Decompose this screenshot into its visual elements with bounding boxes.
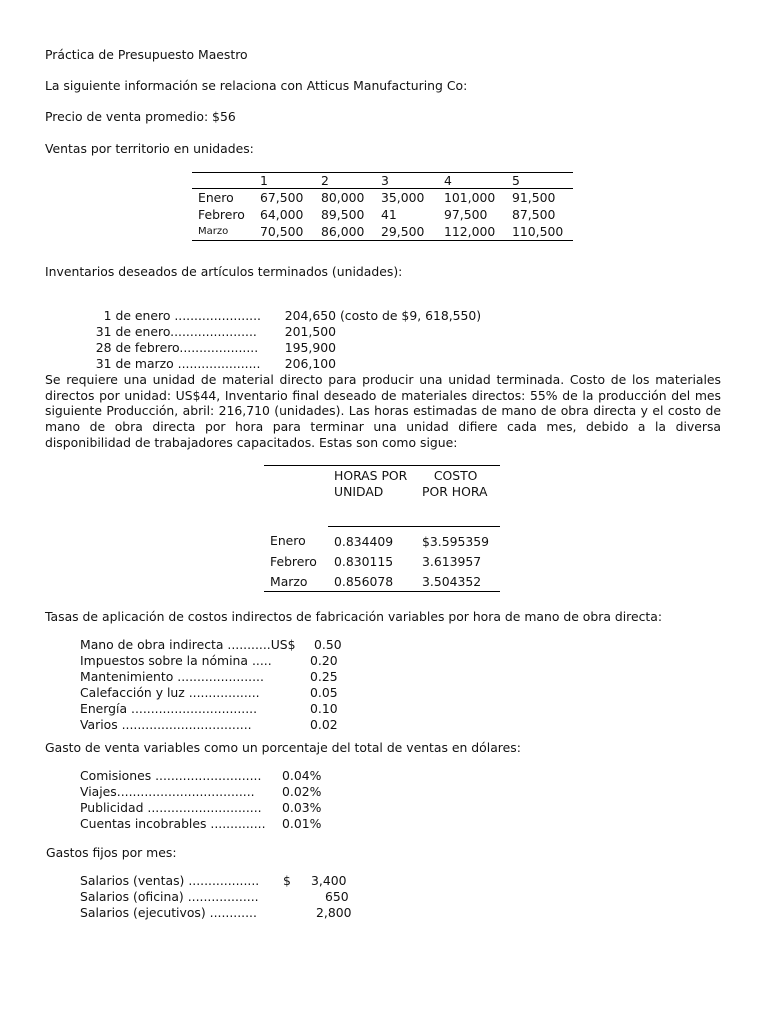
table-row bbox=[264, 571, 500, 592]
inventory-label: 31 de marzo ..................... bbox=[95, 356, 261, 371]
sales-header-cell: 1 bbox=[254, 173, 315, 189]
overhead-label: Energía ................................ bbox=[80, 701, 258, 716]
list-item bbox=[80, 784, 321, 799]
selling-label: Cuentas incobrables .............. bbox=[80, 816, 266, 831]
overhead-label: Mano de obra indirecta ...........US$ bbox=[80, 637, 296, 652]
price-line: Precio de venta promedio: $56 bbox=[45, 109, 236, 124]
selling-value: 0.03% bbox=[282, 800, 322, 815]
hours-header-cell bbox=[328, 466, 416, 527]
table-cell: 41 bbox=[381, 207, 397, 222]
sales-header-cell: 5 bbox=[506, 173, 573, 189]
fixed-value: 3,400 bbox=[311, 873, 347, 888]
list-item bbox=[80, 717, 338, 732]
table-cell: 87,500 bbox=[512, 207, 556, 222]
table-cell: 97,500 bbox=[444, 207, 488, 222]
inventory-value: 204,650 (costo de $9, 618,550) bbox=[284, 308, 482, 323]
overhead-label: Impuestos sobre la nómina ..... bbox=[80, 653, 272, 668]
list-item bbox=[80, 816, 321, 831]
cost-cell: 3.504352 bbox=[422, 573, 482, 589]
hours-header-blank bbox=[264, 466, 328, 527]
table-row bbox=[192, 189, 573, 207]
hours-header-line: HORAS POR bbox=[334, 468, 408, 483]
list-item bbox=[80, 873, 346, 888]
month-cell: Enero bbox=[198, 190, 234, 205]
table-row bbox=[192, 223, 573, 241]
materials-paragraph: Se requiere una unidad de material directo para producir una unidad terminada. Costo de los materiales directos por unidad: US$44, Inventario final deseado de materiales directos: 55% de la producción del mes siguiente Producción, abril: 216,710 (unidades). Las horas estimadas de mano de obra directa y el costo de mano de obra directa por hora para terminar una unidad difiere cada mes, debido a la diversa disponibilidad de trabajadores capacitados. Estas son como sigue: bbox=[45, 372, 721, 450]
month-cell: Febrero bbox=[198, 207, 245, 222]
sales-table-header bbox=[192, 173, 573, 189]
selling-value: 0.01% bbox=[282, 816, 322, 831]
overhead-value: 0.05 bbox=[310, 685, 338, 700]
month-cell: Febrero bbox=[270, 553, 317, 569]
table-cell: 91,500 bbox=[512, 190, 556, 205]
overhead-value: 0.10 bbox=[310, 701, 338, 716]
selling-value: 0.02% bbox=[282, 784, 322, 799]
inventory-value: 195,900 bbox=[284, 340, 337, 355]
table-cell: 110,500 bbox=[512, 224, 564, 239]
table-row bbox=[264, 551, 500, 571]
fixed-label: Salarios (oficina) .................. bbox=[80, 889, 259, 904]
table-cell: 101,000 bbox=[444, 190, 496, 205]
selling-heading: Gasto de venta variables como un porcentaje del total de ventas en dólares: bbox=[45, 740, 521, 755]
table-row bbox=[264, 527, 500, 552]
intro-line: La siguiente información se relaciona con Atticus Manufacturing Co: bbox=[45, 78, 468, 93]
inventory-value: 206,100 bbox=[284, 356, 337, 371]
list-item bbox=[80, 768, 321, 783]
sales-header-cell bbox=[192, 173, 254, 189]
list-item bbox=[80, 905, 351, 920]
cost-header-line: POR HORA bbox=[422, 484, 488, 499]
hours-table-header bbox=[264, 466, 500, 527]
cost-header-line: COSTO bbox=[422, 468, 478, 483]
list-item bbox=[80, 800, 321, 815]
sales-header-cell: 3 bbox=[375, 173, 438, 189]
hours-cell: 0.856078 bbox=[334, 573, 394, 589]
cost-cell: $3.595359 bbox=[422, 533, 490, 549]
fixed-dollar: $ bbox=[283, 873, 291, 888]
overhead-label: Varios ................................. bbox=[80, 717, 252, 732]
overhead-value: 0.02 bbox=[310, 717, 338, 732]
table-cell: 29,500 bbox=[381, 224, 425, 239]
list-item bbox=[80, 685, 338, 700]
inventory-heading: Inventarios deseados de artículos terminados (unidades): bbox=[45, 264, 403, 279]
sales-header-cell: 2 bbox=[315, 173, 375, 189]
selling-label: Comisiones ........................... bbox=[80, 768, 262, 783]
list-item bbox=[80, 637, 342, 652]
sales-table bbox=[192, 172, 573, 241]
list-item bbox=[80, 669, 338, 684]
hours-cell: 0.834409 bbox=[334, 533, 394, 549]
hours-cost-table bbox=[264, 465, 500, 592]
hours-cell: 0.830115 bbox=[334, 553, 394, 569]
overhead-heading: Tasas de aplicación de costos indirectos de fabricación variables por hora de mano de obra directa: bbox=[45, 609, 663, 624]
selling-label: Publicidad ............................. bbox=[80, 800, 262, 815]
table-cell: 70,500 bbox=[260, 224, 304, 239]
month-cell: Marzo bbox=[270, 573, 308, 589]
table-cell: 80,000 bbox=[321, 190, 365, 205]
table-cell: 112,000 bbox=[444, 224, 496, 239]
inventory-label: 28 de febrero.................... bbox=[95, 340, 259, 355]
fixed-label: Salarios (ejecutivos) ............ bbox=[80, 905, 257, 920]
table-cell: 89,500 bbox=[321, 207, 365, 222]
month-cell: Marzo bbox=[198, 226, 229, 237]
cost-cell: 3.613957 bbox=[422, 553, 482, 569]
hours-header-line: UNIDAD bbox=[334, 484, 384, 499]
table-cell: 67,500 bbox=[260, 190, 304, 205]
fixed-value: 2,800 bbox=[316, 905, 352, 920]
sales-heading: Ventas por territorio en unidades: bbox=[45, 141, 254, 156]
overhead-value: 0.25 bbox=[310, 669, 338, 684]
selling-label: Viajes................................... bbox=[80, 784, 255, 799]
overhead-value: 0.20 bbox=[310, 653, 338, 668]
fixed-label: Salarios (ventas) .................. bbox=[80, 873, 260, 888]
list-item bbox=[80, 889, 349, 904]
inventory-label: 31 de enero...................... bbox=[95, 324, 257, 339]
selling-value: 0.04% bbox=[282, 768, 322, 783]
cost-header-cell bbox=[416, 466, 500, 527]
overhead-label: Mantenimiento ...................... bbox=[80, 669, 264, 684]
list-item bbox=[80, 653, 338, 668]
inventory-value: 201,500 bbox=[284, 324, 337, 339]
inventory-label: 1 de enero ...................... bbox=[95, 308, 261, 323]
table-cell: 35,000 bbox=[381, 190, 425, 205]
overhead-label: Calefacción y luz .................. bbox=[80, 685, 260, 700]
sales-header-cell: 4 bbox=[438, 173, 506, 189]
month-cell: Enero bbox=[270, 533, 306, 549]
page-title: Práctica de Presupuesto Maestro bbox=[45, 47, 248, 62]
table-cell: 86,000 bbox=[321, 224, 365, 239]
fixed-heading: Gastos fijos por mes: bbox=[46, 845, 177, 860]
list-item bbox=[80, 701, 338, 716]
overhead-value: 0.50 bbox=[314, 637, 342, 652]
table-row bbox=[192, 206, 573, 223]
fixed-value: 650 bbox=[325, 889, 349, 904]
table-cell: 64,000 bbox=[260, 207, 304, 222]
